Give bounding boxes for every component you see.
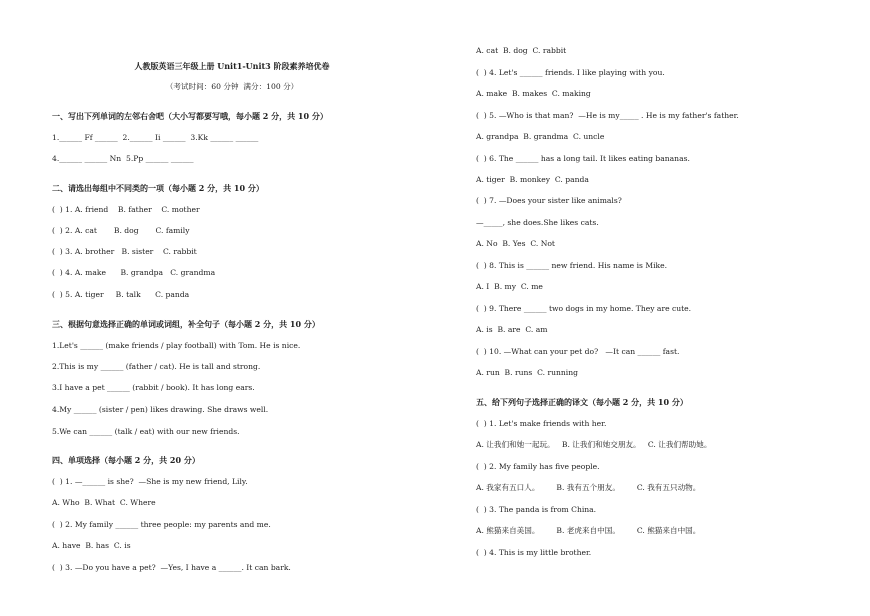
question-line: ( ) 1. —______ is she? —She is my new friend, Lily.	[52, 477, 248, 486]
question-line: ( ) 3. A. brother B. sister C. rabbit	[52, 247, 197, 256]
question-line: ( ) 5. A. tiger B. talk C. panda	[52, 290, 190, 299]
question-line: ( ) 8. This is ______ new friend. His name is Mike.	[476, 261, 668, 270]
option-line: A. No B. Yes C. Not	[476, 239, 555, 248]
option-line: A. cat B. dog C. rabbit	[476, 46, 567, 55]
page-title: 人教版英语三年级上册 Unit1-Unit3 阶段素养培优卷	[134, 61, 330, 71]
question-line: ( ) 9. There ______ two dogs in my home. They are cute.	[476, 304, 692, 313]
option-line: A. run B. runs C. running	[476, 368, 578, 377]
section-1-heading: 一、写出下列单词的左邻右舍吧（大小写都要写哦，每小题 2 分，共 10 分）	[52, 111, 328, 121]
section-2-heading: 二、请选出每组中不同类的一项（每小题 2 分，共 10 分）	[52, 183, 264, 193]
option-line: A. 让我们和她一起玩。 B. 让我们和她交朋友。 C. 让我们帮助她。	[476, 440, 712, 449]
question-line: ( ) 2. My family ______ three people: my parents and me.	[52, 520, 271, 529]
option-line: A. have B. has C. is	[52, 541, 131, 550]
question-line: ( ) 4. This is my little brother.	[476, 548, 592, 557]
question-line: 3.I have a pet ______ (rabbit / book). It has long ears.	[52, 383, 255, 392]
option-line: A. 熊猫来自美国。 B. 老虎来自中国。 C. 熊猫来自中国。	[476, 526, 701, 535]
question-line: ( ) 4. Let's ______ friends. I like playing with you.	[476, 68, 665, 77]
question-line: —_____, she does.She likes cats.	[476, 218, 599, 227]
question-line: ( ) 3. The panda is from China.	[476, 505, 597, 514]
option-line: A. is B. are C. am	[476, 325, 548, 334]
option-line: A. 我家有五口人。 B. 我有五个朋友。 C. 我有五只动物。	[476, 483, 701, 492]
section-4-heading: 四、单项选择（每小题 2 分，共 20 分）	[52, 455, 200, 465]
question-line: ( ) 2. A. cat B. dog C. family	[52, 226, 190, 235]
section-3-heading: 三、根据句意选择正确的单词或词组，补全句子（每小题 2 分，共 10 分）	[52, 319, 320, 329]
option-line: A. grandpa B. grandma C. uncle	[476, 132, 605, 141]
question-line: ( ) 2. My family has five people.	[476, 462, 600, 471]
question-line: 4.My ______ (sister / pen) likes drawing. She draws well.	[52, 405, 269, 414]
question-line: 5.We can ______ (talk / eat) with our new friends.	[52, 427, 240, 436]
question-line: ( ) 1. A. friend B. father C. mother	[52, 205, 200, 214]
question-line: ( ) 5. —Who is that man? —He is my_____ . He is my father's father.	[476, 111, 739, 120]
option-line: A. make B. makes C. making	[476, 89, 591, 98]
question-line: 2.This is my ______ (father / cat). He is tall and strong.	[52, 362, 261, 371]
section-1-line: 4.______ ______ Nn 5.Pp ______ ______	[52, 154, 194, 163]
question-line: ( ) 4. A. make B. grandpa C. grandma	[52, 268, 216, 277]
option-line: A. Who B. What C. Where	[52, 498, 156, 507]
option-line: A. tiger B. monkey C. panda	[476, 175, 589, 184]
question-line: ( ) 1. Let's make friends with her.	[476, 419, 607, 428]
section-5-heading: 五、给下列句子选择正确的译文（每小题 2 分，共 10 分）	[476, 397, 688, 407]
question-line: ( ) 3. —Do you have a pet? —Yes, I have a ______. It can bark.	[52, 563, 291, 572]
section-1-line: 1.______ Ff ______ 2.______ Ii ______ 3.Kk ______ ______	[52, 133, 259, 142]
exam-info: （考试时间：60 分钟 满分：100 分）	[165, 82, 299, 91]
question-line: ( ) 10. —What can your pet do? —It can ______ fast.	[476, 347, 680, 356]
question-line: 1.Let's ______ (make friends / play football) with Tom. He is nice.	[52, 341, 301, 350]
option-line: A. I B. my C. me	[476, 282, 543, 291]
question-line: ( ) 6. The ______ has a long tail. It likes eating bananas.	[476, 154, 690, 163]
question-line: ( ) 7. —Does your sister like animals?	[476, 196, 622, 205]
